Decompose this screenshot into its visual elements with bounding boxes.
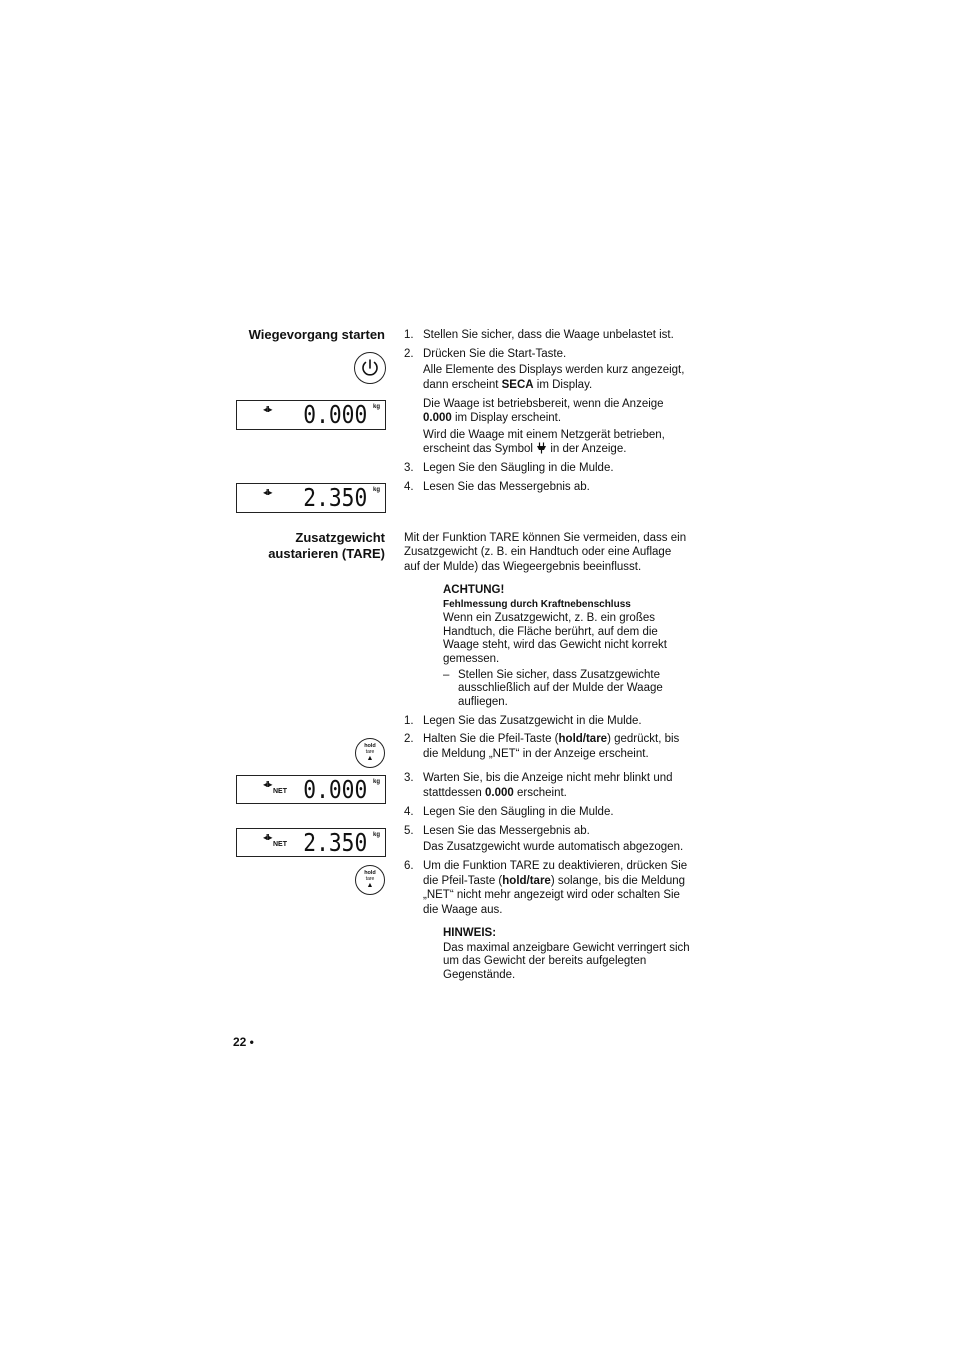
- warning-text: Handtuch, die Fläche berührt, auf dem die: [443, 626, 658, 638]
- net-indicator: NET: [273, 841, 287, 848]
- note-text: um das Gewicht der bereits aufgelegten: [443, 955, 647, 967]
- step-text: Um die Funktion TARE zu deaktivieren, drücken Sie: [423, 860, 688, 872]
- hold-label: hold: [364, 743, 376, 749]
- page-number: 22 •: [233, 1035, 254, 1049]
- step-text: Stellen Sie sicher, dass die Waage unbelastet ist.: [423, 329, 674, 341]
- step-number: 1.: [404, 715, 414, 727]
- display-unit: kg: [372, 487, 380, 493]
- stability-indicator: ◂II▸: [263, 405, 272, 414]
- warning-text: Waage steht, wird das Gewicht nicht korrekt: [443, 639, 667, 651]
- warning-item: Stellen Sie sicher, dass Zusatzgewichte: [458, 669, 660, 681]
- step-text: stattdessen 0.000 erscheint.: [423, 787, 567, 799]
- warning-item: ausschließlich auf der Mulde der Waage: [458, 682, 663, 694]
- stability-indicator: ◂II▸: [263, 833, 272, 842]
- display-unit: kg: [372, 832, 380, 838]
- warning-title: ACHTUNG!: [443, 584, 505, 596]
- step-text: Legen Sie den Säugling in die Mulde.: [423, 462, 614, 474]
- step-text: Legen Sie den Säugling in die Mulde.: [423, 806, 614, 818]
- intro-text: Zusatzgewicht (z. B. ein Handtuch oder eine Auflage: [404, 546, 672, 558]
- start-button: [354, 352, 386, 384]
- note-title: HINWEIS:: [443, 927, 497, 939]
- step-number: 6.: [404, 860, 414, 872]
- step-text: die Meldung „NET“ in der Anzeige erscheint.: [423, 748, 649, 760]
- display-value: 0.000: [303, 400, 367, 429]
- section-heading-tare: Zusatzgewicht austarieren (TARE): [268, 530, 385, 561]
- display-unit: kg: [372, 779, 380, 785]
- hold-label: hold: [364, 870, 376, 876]
- tare-label: tare: [365, 749, 375, 755]
- step-text: Drücken Sie die Start-Taste.: [423, 348, 567, 360]
- intro-text: auf der Mulde) das Wiegeergebnis beeinflusst.: [404, 561, 642, 573]
- warning-dash: –: [443, 669, 450, 681]
- step-detail: 0.000 im Display erscheint.: [423, 412, 562, 424]
- scale-display-weight: [236, 483, 386, 513]
- step-text: Legen Sie das Zusatzgewicht in die Mulde.: [423, 715, 642, 727]
- warning-text: Wenn ein Zusatzgewicht, z. B. ein großes: [443, 612, 655, 624]
- step-text: „NET“ nicht mehr angezeigt wird oder schalten Sie: [423, 889, 680, 901]
- step-number: 2.: [404, 733, 414, 745]
- step-detail: dann erscheint SECA im Display.: [423, 379, 593, 391]
- plug-icon: [536, 442, 547, 454]
- note-text: Gegenstände.: [443, 969, 516, 981]
- tare-label: tare: [365, 876, 375, 882]
- step-number: 2.: [404, 348, 414, 360]
- stability-indicator: ◂II▸: [263, 488, 272, 497]
- step-detail: erscheint das Symbol in der Anzeige.: [423, 443, 627, 455]
- display-value: 0.000: [303, 775, 367, 804]
- display-value: 2.350: [303, 483, 367, 512]
- net-indicator: NET: [273, 788, 287, 795]
- display-value: 2.350: [303, 828, 367, 857]
- step-text: Das Zusatzgewicht wurde automatisch abgezogen.: [423, 841, 684, 853]
- arrow-up-icon: ▲: [366, 882, 374, 889]
- warning-item: aufliegen.: [458, 696, 508, 708]
- warning-subtitle: Fehlmessung durch Kraftnebenschluss: [443, 599, 631, 610]
- step-number: 4.: [404, 806, 414, 818]
- step-number: 4.: [404, 481, 414, 493]
- section-heading-weighing: Wiegevorgang starten: [248, 327, 385, 342]
- step-text: Halten Sie die Pfeil-Taste (hold/tare) gedrückt, bis: [423, 733, 680, 745]
- step-detail: Wird die Waage mit einem Netzgerät betrieben,: [423, 429, 665, 441]
- scale-display-zero: [236, 400, 386, 430]
- power-icon: [355, 353, 385, 383]
- note-text: Das maximal anzeigbare Gewicht verringert sich: [443, 942, 690, 954]
- arrow-up-icon: ▲: [366, 755, 374, 762]
- step-number: 1.: [404, 329, 414, 341]
- step-text: die Pfeil-Taste (hold/tare) solange, bis die Meldung: [423, 875, 686, 887]
- step-detail: Die Waage ist betriebsbereit, wenn die Anzeige: [423, 398, 664, 410]
- step-number: 3.: [404, 462, 414, 474]
- scale-display-net-zero: [236, 775, 386, 804]
- warning-text: gemessen.: [443, 653, 500, 665]
- step-detail: Alle Elemente des Displays werden kurz angezeigt,: [423, 364, 685, 376]
- step-number: 5.: [404, 825, 414, 837]
- hold-tare-button: [355, 738, 385, 768]
- step-text: Lesen Sie das Messergebnis ab.: [423, 481, 590, 493]
- step-number: 3.: [404, 772, 414, 784]
- stability-indicator: ◂II▸: [263, 780, 272, 789]
- intro-text: Mit der Funktion TARE können Sie vermeiden, dass ein: [404, 532, 687, 544]
- step-text: Warten Sie, bis die Anzeige nicht mehr blinkt und: [423, 772, 673, 784]
- scale-display-net-weight: [236, 828, 386, 857]
- display-unit: kg: [372, 404, 380, 410]
- step-text: Lesen Sie das Messergebnis ab.: [423, 825, 590, 837]
- step-text: die Waage aus.: [423, 904, 503, 916]
- hold-tare-button: [355, 865, 385, 895]
